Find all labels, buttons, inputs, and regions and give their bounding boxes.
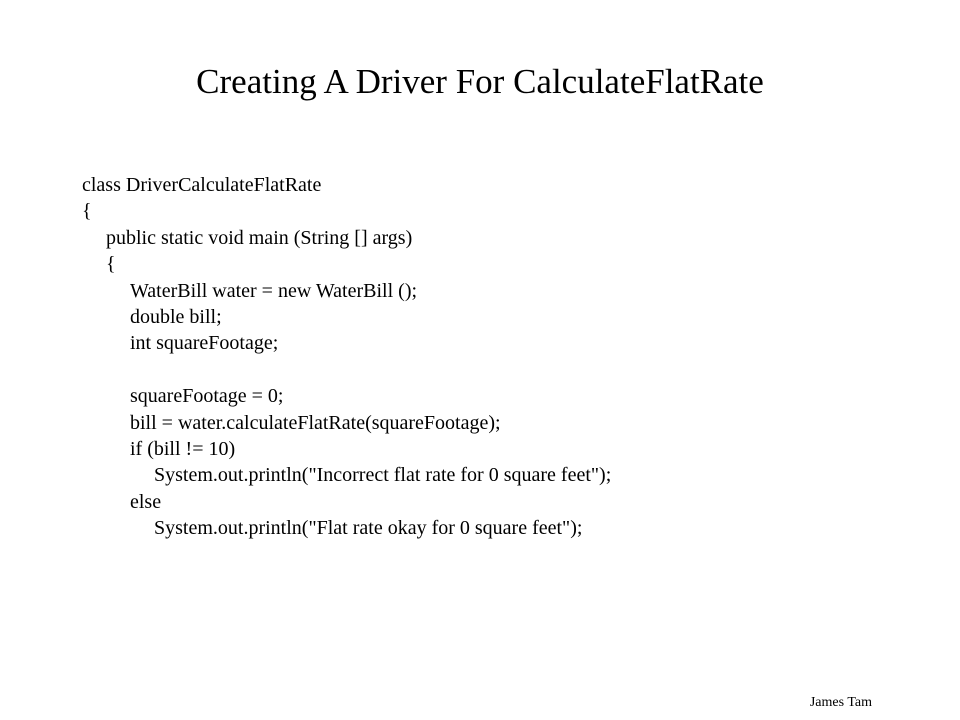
code-line: double bill; xyxy=(130,305,222,328)
code-line: if (bill != 10) xyxy=(130,437,236,460)
code-line: WaterBill water = new WaterBill (); xyxy=(130,279,418,302)
code-line: class DriverCalculateFlatRate xyxy=(82,174,322,196)
code-line: { xyxy=(106,253,116,276)
code-block xyxy=(82,172,611,541)
code-line: { xyxy=(82,200,92,223)
code-line: squareFootage = 0; xyxy=(130,385,284,408)
code-line: int squareFootage; xyxy=(130,332,279,355)
code-line: System.out.println("Incorrect flat rate for 0 square feet"); xyxy=(154,464,612,487)
code-line: System.out.println("Flat rate okay for 0 square feet"); xyxy=(154,517,583,540)
code-line xyxy=(82,357,611,383)
footer-author: James Tam xyxy=(809,695,872,710)
slide-title: Creating A Driver For CalculateFlatRate xyxy=(196,62,764,101)
code-line: public static void main (String [] args) xyxy=(106,226,413,249)
code-line: else xyxy=(130,490,162,513)
code-line: bill = water.calculateFlatRate(squareFootage); xyxy=(130,411,501,434)
